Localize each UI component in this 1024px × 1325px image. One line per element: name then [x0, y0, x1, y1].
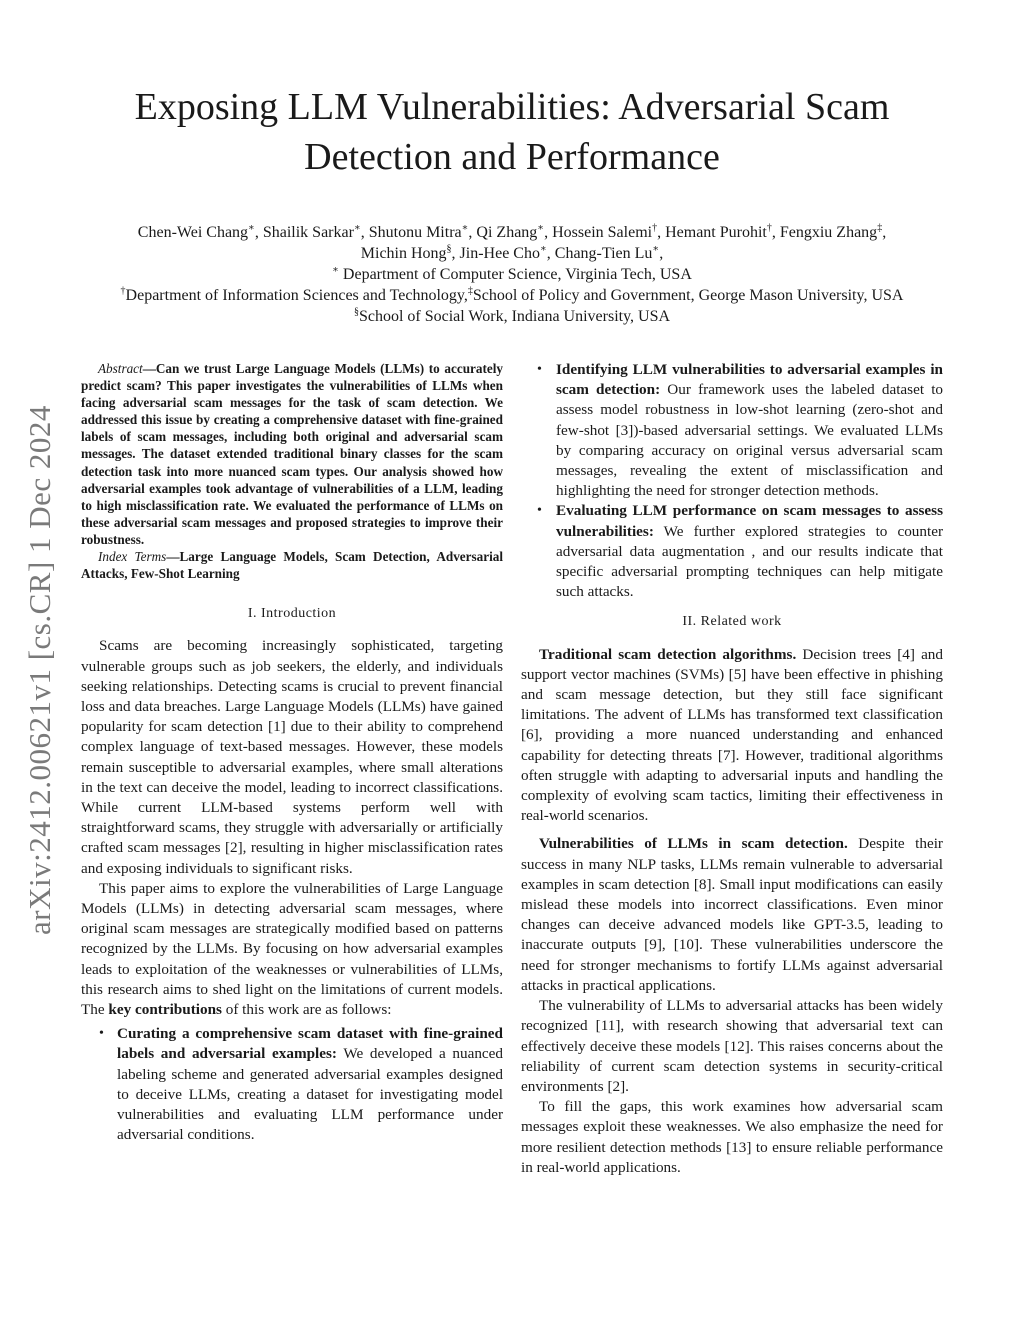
list-item — [521, 501, 943, 602]
author-mark: ∗ — [248, 222, 255, 234]
affiliation-mark: † — [120, 285, 126, 297]
author-separator: , — [657, 224, 666, 241]
author-mark: § — [446, 243, 452, 255]
contribution-text: We developed a nuanced labeling scheme and generated adversarial examples designed to deceive LLMs, creating a dataset for investigating model vulnerabilities and evaluating LLM performance under adversarial conditions. — [117, 1045, 503, 1144]
affiliation-text: Department of Information Sciences and Technology, — [125, 287, 468, 304]
author-mark: ∗ — [461, 222, 469, 234]
related-paragraph-1 — [521, 645, 943, 827]
author-separator: , — [254, 224, 263, 241]
author-name: Jin-Hee Cho — [459, 245, 540, 262]
section-heading-introduction: I. Introduction — [247, 606, 337, 622]
affiliation-mark: ∗ — [332, 264, 339, 276]
affiliation-mark: ‡ — [467, 285, 473, 297]
section-heading-related-work: II. Related work — [682, 614, 782, 630]
bullet-icon: • — [537, 503, 542, 519]
author-mark: † — [766, 222, 772, 234]
author-separator: , — [546, 245, 555, 262]
affiliation-3 — [60, 306, 964, 327]
affiliation-2 — [60, 285, 964, 306]
author-mark: † — [652, 222, 658, 234]
arxiv-stamp: arXiv:2412.00621v1 [cs.CR] 1 Dec 2024 — [22, 405, 57, 935]
index-terms-text: —Large Language Models, Scam Detection, Adversarial Attacks, Few-Shot Learning — [81, 549, 503, 582]
abstract-text: —Can we trust Large Language Models (LLMs) to accurately predict scam? This paper investigates the vulnerabilities of LLMs when facing adversarial scam messages for the task of scam detection. We addressed this issue by creating a comprehensive dataset with fine-grained labels of scam messages, including both original and adversarial scam messages. The dataset extended traditional binary classes for the scam detection task into more nuanced scam types. Our analysis showed how adversarial examples took advantage of vulnerabilities of a LLM, leading to high misclassification rate. We evaluated the performance of LLMs on these adversarial scam messages and proposed strategies to improve their robustness. — [81, 361, 503, 547]
author-name: Chen-Wei Chang — [137, 224, 249, 241]
intro-paragraph-1: Scams are becoming increasingly sophisticated, targeting vulnerable groups such as job seekers, the elderly, and individuals seeking relationships. Detecting scams is crucial to prevent financial loss and data breaches. Large Language Models (LLMs) have gained popularity for scam detection [1] due to their ability to comprehend complex language of text-based messages. However, these models remain susceptible to adversarial examples, where small alterations in the text can deceive the model, leading to incorrect classifications. While current LLM-based systems perform well with straightforward scams, they struggle with adversarially or artificially crafted scam messages [2], resulting in higher misclassification rates and exposing individuals to significant risks. — [81, 637, 503, 877]
author-separator: , — [882, 224, 887, 241]
abstract-label: Abstract — [98, 361, 143, 376]
affiliation-text: Department of Computer Science, Virginia Tech, USA — [338, 266, 692, 283]
author-separator: , — [771, 224, 780, 241]
contribution-text: We further explored strategies to counter adversarial data augmentation , and our results indicate that specific adversarial prompting techniques can help mitigate such attacks. — [556, 522, 943, 601]
author-mark: ∗ — [539, 243, 547, 255]
list-item — [81, 1024, 503, 1145]
author-separator: , — [360, 224, 369, 241]
paragraph-text: This paper aims to explore the vulnerabilities of Large Language Models (LLMs) in detecting adversarial scam messages, where original scam messages are strategically modified based on patterns recognized by the LLMs. By focusing on how adversarial examples leads to exploitation of the weaknesses or vulnerabilities of LLMs, this research aims to shed light on the limitations of current models. The — [81, 879, 503, 1019]
paper-title: Exposing LLM Vulnerabilities: Adversarial Scam Detection and Performance — [134, 86, 890, 178]
author-name: Michin Hong — [360, 245, 447, 262]
author-name: Hemant Purohit — [665, 224, 767, 241]
paragraph-lead: Traditional scam detection algorithms. — [539, 645, 797, 663]
paragraph-lead: Vulnerabilities of LLMs in scam detection. — [539, 835, 848, 853]
author-name: Qi Zhang — [476, 224, 538, 241]
bullet-icon: • — [537, 362, 542, 377]
author-block — [60, 222, 964, 327]
author-mark: ∗ — [537, 222, 545, 234]
contributions-list — [81, 1024, 503, 1145]
contribution-title: Evaluating LLM performance on scam messages to assess vulnerabilities: — [556, 502, 943, 540]
author-separator: , — [468, 224, 477, 241]
author-mark: ‡ — [877, 222, 883, 234]
contribution-text: Our framework uses the labeled dataset to assess model robustness in low-shot learning (zero-shot and few-shot [3])-based adversarial settings. We evaluated LLMs by comparing accuracy on original versus adversarial scam messages, revealing the extent of misclassification and highlighting the need for stronger detection methods. — [556, 381, 944, 500]
index-terms — [81, 548, 503, 582]
list-item — [521, 360, 943, 501]
intro-paragraph-2 — [81, 879, 503, 1020]
affiliation-1 — [60, 264, 964, 285]
paragraph-text: of this work are as follows: — [221, 1001, 392, 1019]
related-paragraph-3: The vulnerability of LLMs to adversarial attacks has been widely recognized [11], with research showing that adversarial text can effectively deceive these models [12]. This raises concerns about the reliability of current scam detection systems in security-critical environments [2]. — [521, 997, 943, 1095]
contributions-list-continued — [521, 360, 943, 602]
contribution-title: Curating a comprehensive scam dataset with fine-grained labels and adversarial examples: — [117, 1025, 503, 1063]
author-name: Chang-Tien Lu — [554, 245, 653, 262]
author-name: Shutonu Mitra — [368, 224, 462, 241]
author-line-2 — [60, 243, 964, 264]
index-terms-label: Index Terms — [98, 549, 167, 565]
paragraph-text: Despite their success in many NLP tasks, LLMs remain vulnerable to adversarial examples in scam detection [8]. Small input modifications can easily mislead these models into incorrect classifications. Even minor changes can deceive advanced models like GPT-3.5, leading to inaccurate outputs [9], [10]. These vulnerabilities underscore the need for stronger mechanisms to fortify LLMs against adversarial attacks in practical applications. — [521, 835, 943, 994]
contribution-title: Identifying LLM vulnerabilities to adversarial examples in scam detection: — [556, 361, 943, 399]
bullet-icon: • — [99, 1026, 104, 1042]
left-column — [81, 360, 503, 1146]
author-name: Fengxiu Zhang — [779, 224, 878, 241]
right-column — [521, 360, 943, 1178]
author-name: Hossein Salemi — [552, 224, 653, 241]
affiliation-mark: § — [353, 306, 359, 318]
author-separator: , — [659, 245, 664, 262]
abstract — [81, 360, 503, 548]
affiliation-text: School of Policy and Government, George Mason University, USA — [472, 287, 904, 304]
author-mark: ∗ — [652, 243, 660, 255]
related-paragraph-4: To fill the gaps, this work examines how adversarial scam messages exploit these weaknesses. We also emphasize the need for more resilient detection methods [13] to ensure reliable performance in real-world applications. — [521, 1098, 943, 1176]
paragraph-text: Decision trees [4] and support vector machines (SVMs) [5] have been effective in phishing and scam message detection, but they still face significant limitations. The advent of LLMs has transformed text classification [6], providing a more nuanced understanding and enhanced capability for detecting threats [7]. However, traditional algorithms often struggle with adapting to adversarial inputs and handling the complexity of evolving scam tactics, limiting their effectiveness in real-world scenarios. — [521, 645, 943, 825]
author-name: Shailik Sarkar — [262, 224, 354, 241]
author-separator: , — [451, 245, 460, 262]
author-mark: ∗ — [353, 222, 361, 234]
author-line-1 — [60, 222, 964, 243]
key-contributions-emphasis: key contributions — [108, 1001, 222, 1019]
affiliation-text: School of Social Work, Indiana University, USA — [358, 308, 671, 325]
related-paragraph-2 — [521, 834, 943, 996]
author-separator: , — [544, 224, 553, 241]
